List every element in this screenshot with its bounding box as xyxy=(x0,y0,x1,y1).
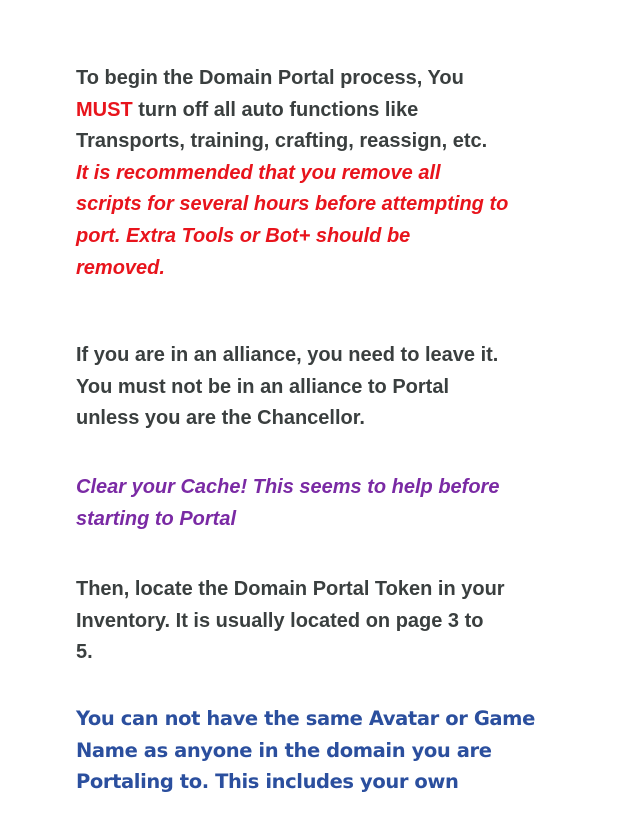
alliance-line-2: You must not be in an alliance to Portal xyxy=(76,375,450,398)
avatar-name-paragraph xyxy=(76,703,596,798)
portal-token-line-3: 5. xyxy=(76,641,93,664)
avatar-name-line-1: You can not have the same Avatar or Game xyxy=(76,707,535,730)
clear-cache-paragraph xyxy=(76,472,596,535)
clear-cache-line-1: Clear your Cache! This seems to help before xyxy=(76,476,500,498)
must-emphasis: MUST xyxy=(76,98,133,121)
intro-line-2 xyxy=(76,95,596,127)
intro-line-2-rest: turn off all auto functions like xyxy=(132,98,419,121)
clear-cache-line-2: starting to Portal xyxy=(76,507,237,530)
scripts-warning-line-2: scripts for several hours before attempting to xyxy=(76,193,509,216)
portal-token-line-2: Inventory. It is usually located on page 3 to xyxy=(76,609,484,632)
alliance-paragraph xyxy=(76,340,596,435)
scripts-warning-line-3: port. Extra Tools or Bot+ should be xyxy=(76,224,411,247)
intro-instructions-paragraph xyxy=(76,63,596,284)
portal-token-paragraph xyxy=(76,574,596,669)
intro-line-3: Transports, training, crafting, reassign, etc. xyxy=(76,130,488,153)
alliance-line-3: unless you are the Chancellor. xyxy=(76,407,365,430)
scripts-warning-line-1: It is recommended that you remove all xyxy=(76,161,441,184)
avatar-name-line-3: Portaling to. This includes your own xyxy=(76,770,459,794)
portal-token-line-1: Then, locate the Domain Portal Token in your xyxy=(76,578,505,600)
scripts-warning-line-4: removed. xyxy=(76,256,165,279)
alliance-line-1: If you are in an alliance, you need to leave it. xyxy=(76,344,499,366)
avatar-name-line-2: Name as anyone in the domain you are xyxy=(76,738,492,762)
intro-line-1: To begin the Domain Portal process, You xyxy=(76,67,464,89)
